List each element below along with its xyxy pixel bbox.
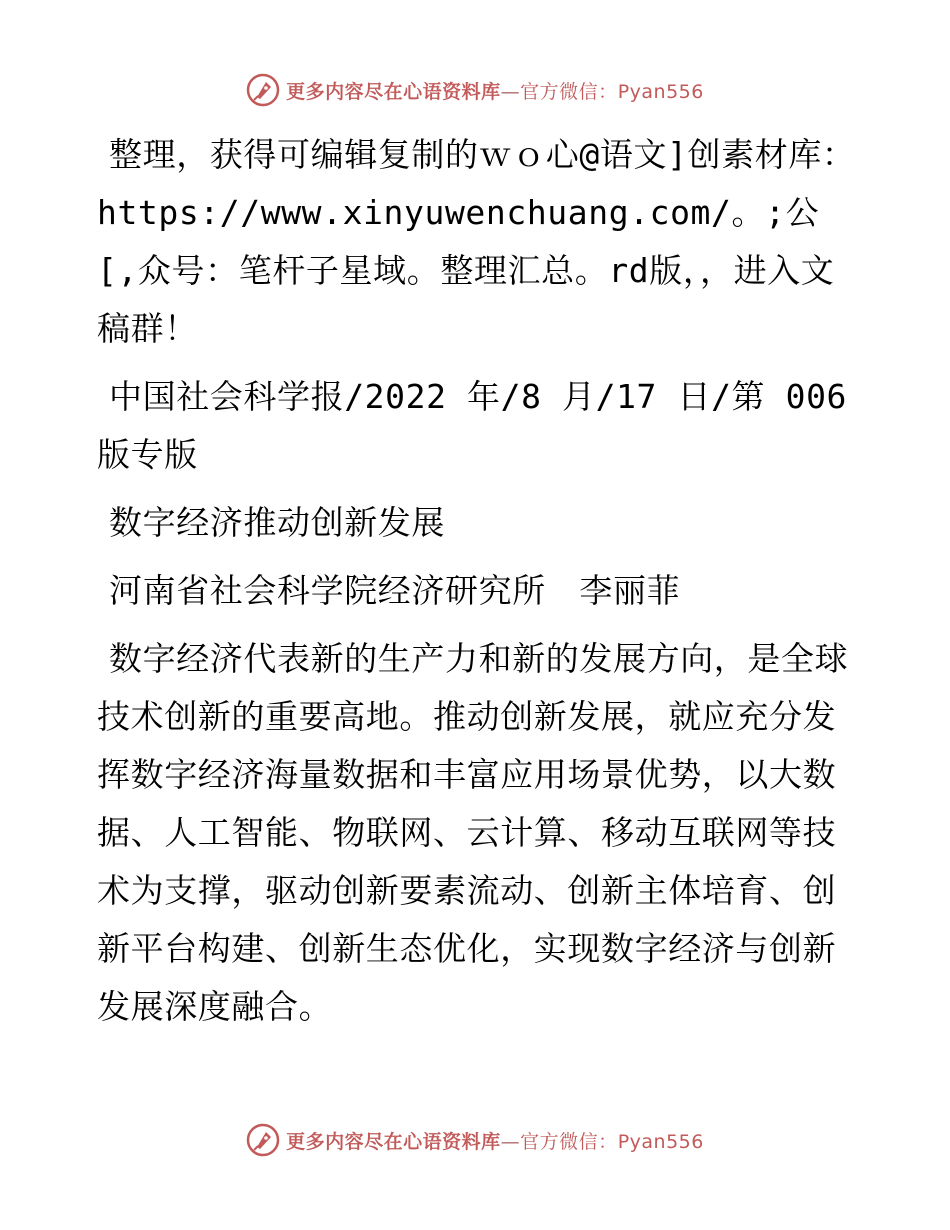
pen-nib-circle-icon (246, 1123, 280, 1157)
body-paragraph: 数字经济代表新的生产力和新的发展方向，是全球技术创新的重要高地。推动创新发展，就应充分发挥数字经济海量数据和丰富应用场景优势，以大数据、人工智能、物联网、云计算、移动互联网等技术为支撑，驱动创新要素流动、创新主体培育、创新平台构建、创新生态优化，实现数字经济与创新发展深度融合。 (97, 639, 849, 1026)
watermark-text (286, 77, 704, 104)
source-line: 中国社会科学报/2022 年/8 月/17 日/第 006 版专版 (97, 377, 868, 474)
watermark-site-name: 更多内容尽在心语资料库 (286, 1130, 501, 1153)
pen-nib-circle-icon (246, 73, 280, 107)
watermark-site-name: 更多内容尽在心语资料库 (286, 80, 501, 103)
watermark-dash: — (500, 80, 521, 103)
watermark-wechat-label: 官方微信： (520, 1130, 618, 1153)
watermark-wechat-id: Pyan556 (617, 80, 704, 103)
watermark-text (286, 1127, 704, 1154)
watermark-wechat-id: Pyan556 (617, 1130, 704, 1153)
intro-paragraph: 整理，获得可编辑复制的ｗｏ心@语文]创素材库：https://www.xinyuwenchuang.com/。;公[,众号：笔杆子星域。整理汇总。rd版，，进入文稿群！ (97, 135, 856, 348)
header-watermark (0, 70, 950, 110)
footer-watermark (0, 1120, 950, 1160)
watermark-dash: — (500, 1130, 521, 1153)
watermark-wechat-label: 官方微信： (520, 80, 618, 103)
document-body (97, 126, 868, 1046)
author-line: 河南省社会科学院经济研究所 李丽菲 (109, 571, 681, 610)
article-title: 数字经济推动创新发展 (109, 503, 445, 542)
